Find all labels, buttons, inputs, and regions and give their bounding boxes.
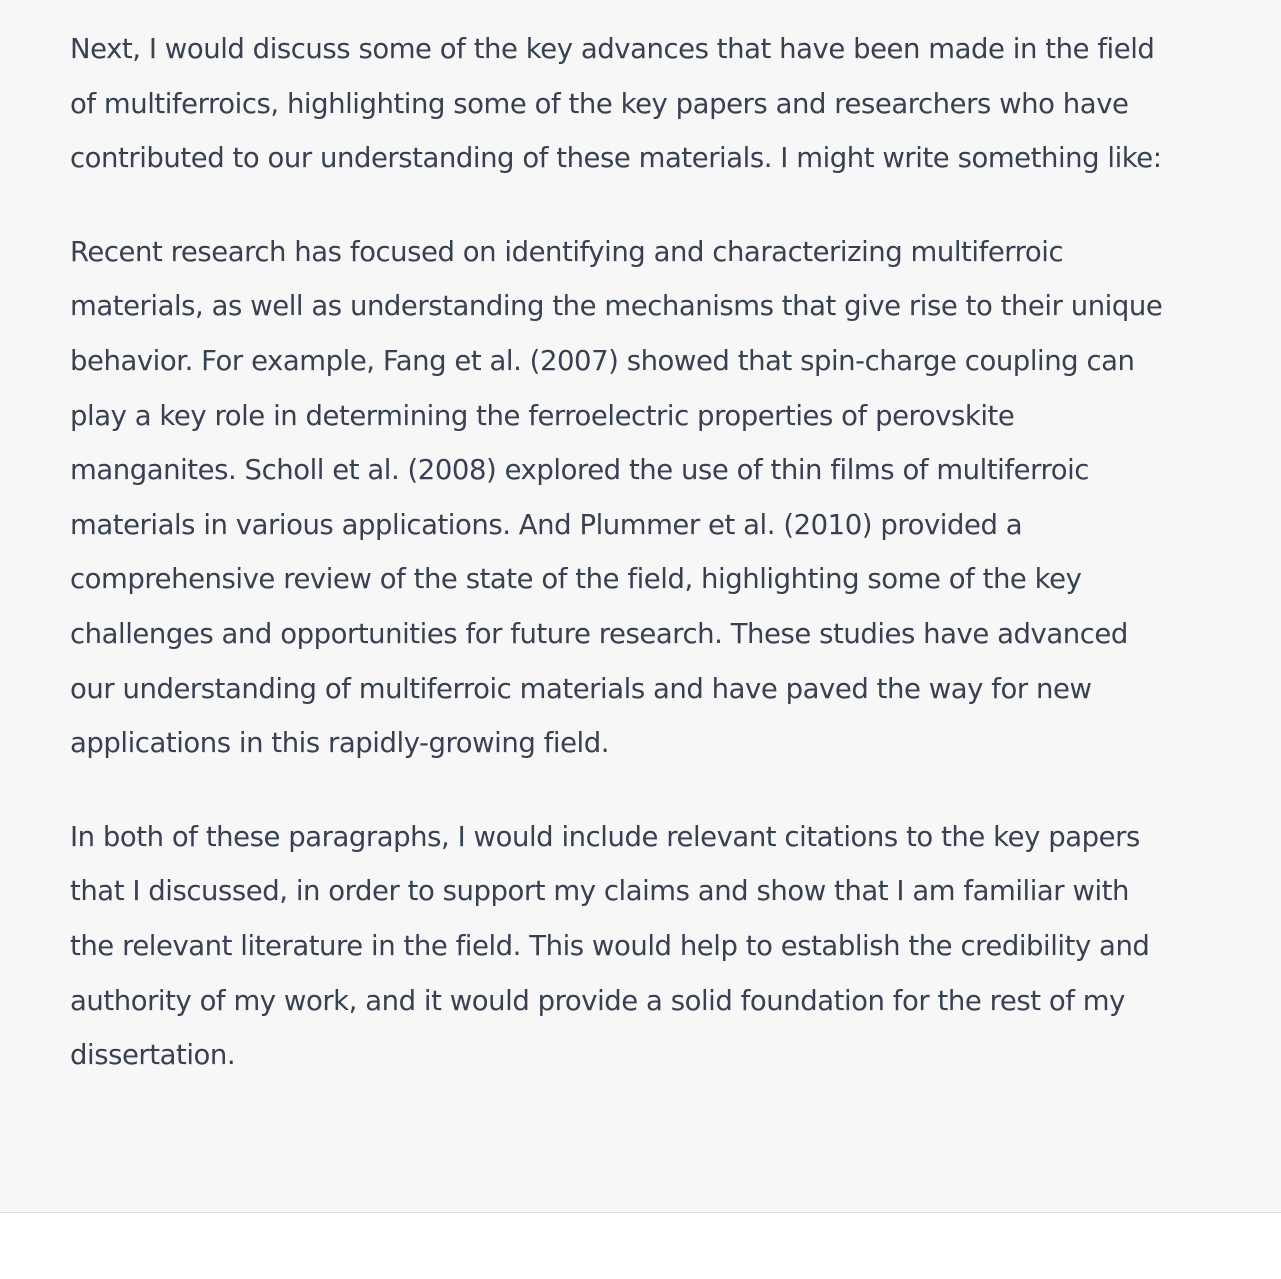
empty-footer-area <box>0 1213 1281 1279</box>
message-paragraph-citations: In both of these paragraphs, I would include relevant citations to the key papers that I discussed, in order to support my claims and show that I am familiar with the relevant literature in the field. This would help to establish the credibility and authority of my work, and it would provide a solid foundation for the rest of my dissertation. <box>70 820 1150 1072</box>
message-paragraph-research: Recent research has focused on identifying and characterizing multiferroic materials, as well as understanding the mechanisms that give rise to their unique behavior. For example, Fang et al. (2007) showed that spin-charge coupling can play a key role in determining the ferroelectric properties of perovskite manganites. Scholl et al. (2008) explored the use of thin films of multiferroic materials in various applications. And Plummer et al. (2010) provided a comprehensive review of the state of the field, highlighting some of the key challenges and opportunities for future research. These studies have advanced our understanding of multiferroic materials and have paved the way for new applications in this rapidly-growing field. <box>70 235 1163 760</box>
message-paragraph-intro: Next, I would discuss some of the key advances that have been made in the field of multiferroics, highlighting some of the key papers and researchers who have contributed to our understanding of these materials. I might write something like: <box>70 33 1162 175</box>
message-body <box>70 22 1170 1083</box>
